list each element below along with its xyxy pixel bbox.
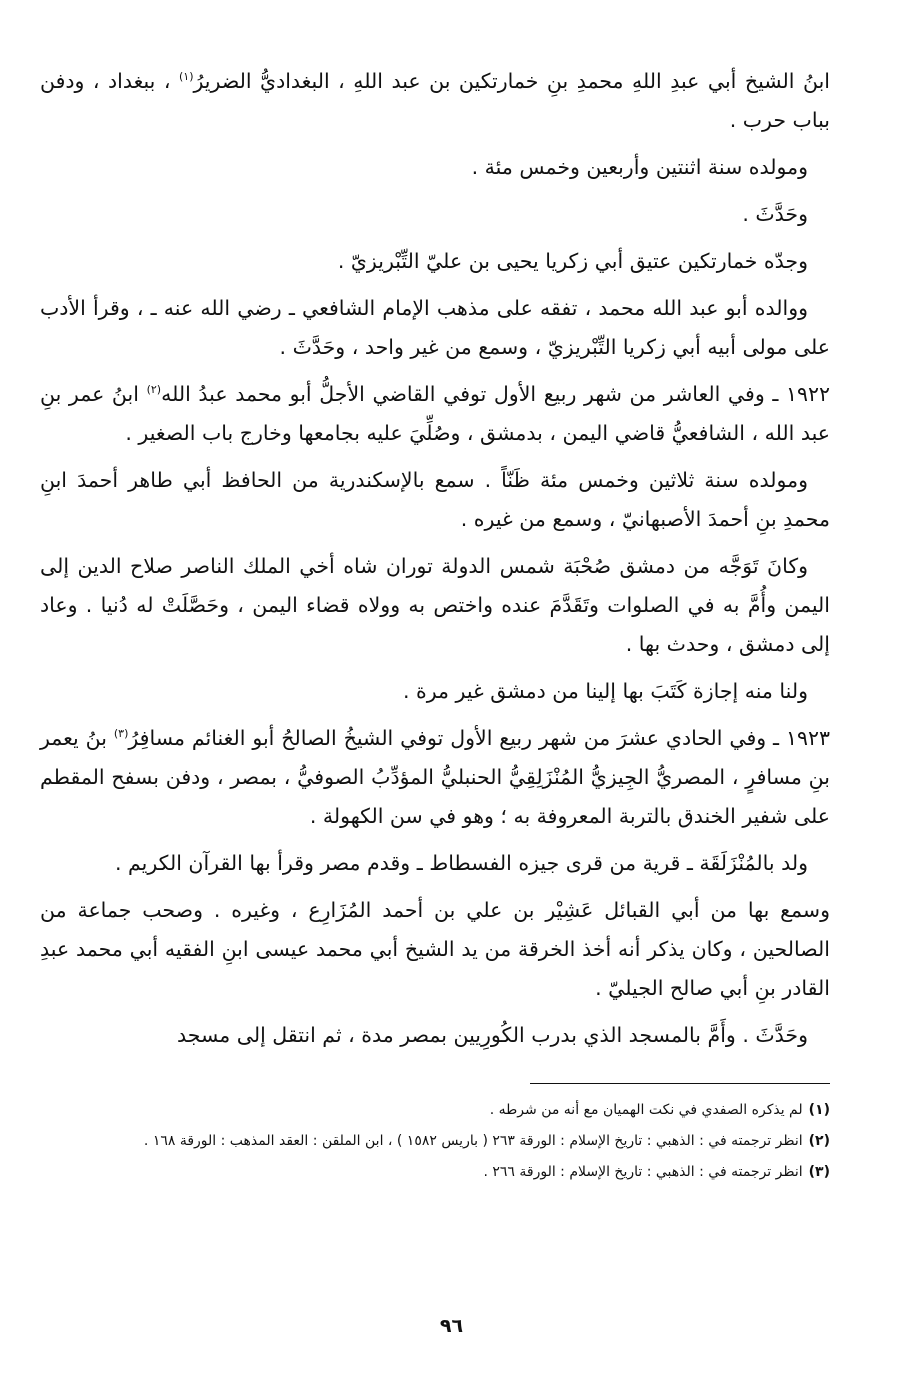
paragraph-4: وجدّه خمارتكين عتيق أبي زكريا يحيى بن عليّ التِّبْريزيّ .	[337, 249, 808, 273]
paragraph-1: ابنُ الشيخ أبي عبدِ اللهِ محمدِ بنِ خمارتكين بن عبد اللهِ ، البغداديُّ الضريرُ$^{(١)}$ ، ببغداد ، ودفن بباب حرب .	[40, 69, 830, 132]
footnote-3: (٣)انظر ترجمته في : الذهبي : تاريخ الإسلام : الورقة ٢٦٦ .	[483, 1164, 830, 1180]
book-page	[40, 62, 830, 1191]
paragraph-12: وسمع بها من أبي القبائل عَشِيْر بن علي بن أحمد المُزَارِع ، وغيره . وصحب جماعة من الصالحين ، وكان يذكر أنه أخذ الخرقة من يد الشيخ أبي محمد عيسى ابنِ الفقيه أبي محمد عبدِ القادر بنِ أبي صالح الجيليّ .	[40, 898, 830, 1000]
paragraph-5: ووالده أبو عبد الله محمد ، تفقه على مذهب الإمام الشافعي ـ رضي الله عنه ـ ، وقرأ الأدب على مولى أبيه أبي زكريا التِّبْريزيّ ، وسمع من غير واحد ، وحَدَّثَ .	[40, 296, 830, 359]
paragraph-3: وحَدَّثَ .	[742, 202, 808, 226]
footnotes	[40, 1098, 830, 1185]
paragraph-7: ومولده سنة ثلاثين وخمس مئة ظَنّاً . سمع بالإسكندرية من الحافظ أبي طاهر أحمدَ ابنِ محمدِ بنِ أحمدَ الأصبهانيّ ، وسمع من غيره .	[40, 468, 830, 531]
footnote-ref-1: (١)	[178, 70, 194, 84]
footnote-2: (٢)انظر ترجمته في : الذهبي : تاريخ الإسلام : الورقة ٢٦٣ ( باريس ١٥٨٢ ) ، ابن الملقن : العقد المذهب : الورقة ١٦٨ .	[143, 1133, 830, 1149]
footnote-divider	[530, 1083, 830, 1084]
footnote-ref-2: (٢)	[146, 383, 162, 397]
page-number: ٩٦	[439, 1315, 464, 1337]
paragraph-2: ومولده سنة اثنتين وأربعين وخمس مئة .	[471, 155, 808, 179]
main-text	[40, 62, 830, 1055]
paragraph-9: ولنا منه إجازة كَتَبَ بها إلينا من دمشق غير مرة .	[402, 679, 808, 703]
paragraph-8: وكانَ تَوَجَّه من دمشق صُحْبَة شمس الدولة توران شاه أخي الملك الناصر صلاح الدين إلى اليمن وأُمَّ به في الصلوات وتَقَدَّمَ عنده واختص به وولاه قضاء اليمن ، وحَصَّلَتْ له دُنيا . وعاد إلى دمشق ، وحدث بها .	[40, 554, 830, 656]
entry-1923: ١٩٢٣ ـ وفي الحادي عشرَ من شهر ربيع الأول توفي الشيخُ الصالحُ أبو الغنائم مسافِرُ$^{(٣)}$ بنُ يعمر بنِ مسافرٍ ، المصريُّ الجِيزيُّ المُنْزَلِقِيُّ الحنبليُّ المؤدِّبُ الصوفيُّ ، بمصر ، ودفن بسفح المقطم على شفير الخندق بالتربة المعروفة به ؛ وهو في سن الكهولة .	[40, 726, 831, 828]
paragraph-11: ولد بالمُنْزَلَقَة ـ قرية من قرى جيزه الفسطاط ـ وقدم مصر وقرأ بها القرآن الكريم .	[114, 851, 808, 875]
entry-1922: ١٩٢٢ ـ وفي العاشر من شهر ربيع الأول توفي القاضي الأجلُّ أبو محمد عبدُ الله$^{(٢)}$ ابنُ عمر بنِ عبد الله ، الشافعيُّ قاضي اليمن ، بدمشق ، وصُلِّيَ عليه بجامعها وخارج باب الصغير .	[40, 382, 831, 445]
footnote-ref-3: (٣)	[113, 727, 129, 741]
footnote-1: (١)لم يذكره الصفدي في نكت الهميان مع أنه من شرطه .	[489, 1102, 830, 1118]
paragraph-13: وحَدَّثَ . وأَمَّ بالمسجد الذي بدرب الكُورِيين بمصر مدة ، ثم انتقل إلى مسجد	[176, 1023, 808, 1047]
